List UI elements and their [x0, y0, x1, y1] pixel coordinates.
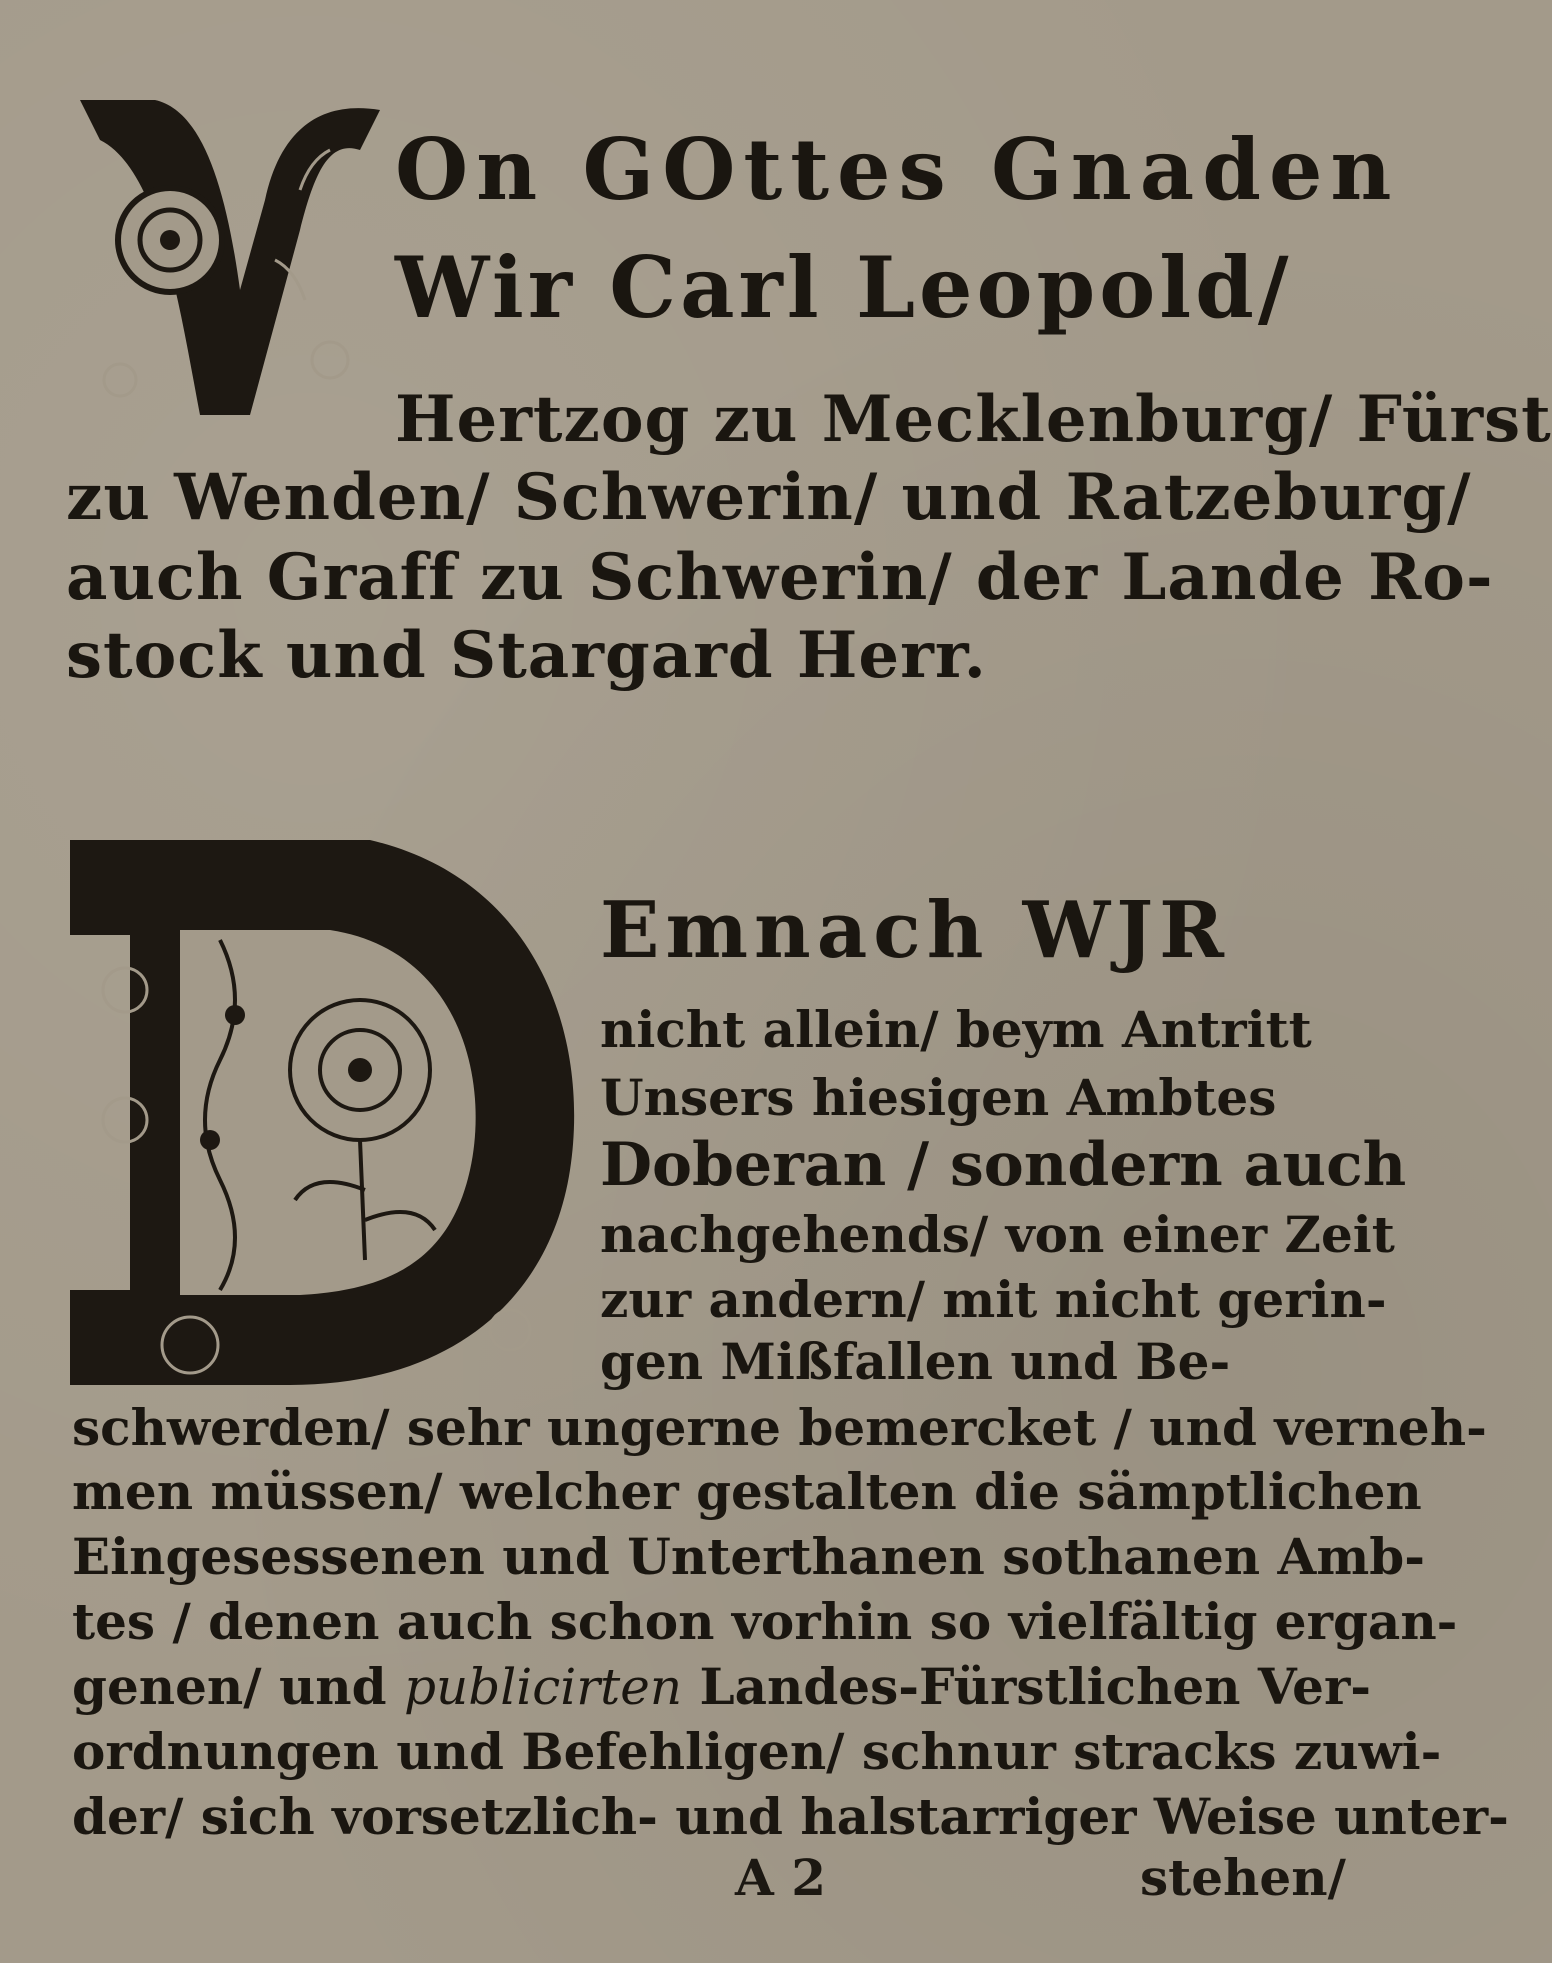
body-line-8: men müssen/ welcher gestalten die sämptlichen	[72, 1462, 1422, 1521]
body-line-12: ordnungen und Befehligen/ schnur stracks zuwi-	[72, 1722, 1442, 1781]
body-line-6: gen Mißfallen und Be-	[600, 1332, 1231, 1391]
body-line-5: zur andern/ mit nicht gerin-	[600, 1270, 1387, 1329]
signature-mark: A 2	[735, 1848, 826, 1907]
body-line-13: der/ sich vorsetzlich- und halstarriger Weise unter-	[72, 1787, 1509, 1846]
body-line-11-start: genen/ und	[72, 1657, 387, 1716]
body-line-9: Eingesessenen und Unterthanen sothanen Amb-	[72, 1527, 1425, 1586]
body-line-11-rest: Landes-Fürstlichen Ver-	[682, 1657, 1372, 1716]
body-line-1: nicht allein/ beym Antritt	[600, 1000, 1312, 1059]
heading-line-2: Wir Carl Leopold/	[395, 238, 1293, 337]
decorated-initial-v	[60, 90, 400, 420]
decorated-initial-d	[70, 840, 590, 1385]
body-line-7: schwerden/ sehr ungerne bemercket / und verneh-	[72, 1398, 1487, 1457]
heading-line-6: stock und Stargard Herr.	[66, 618, 987, 693]
body-line-11	[72, 1657, 1371, 1716]
italic-word-publicirten: publicirten	[404, 1658, 683, 1716]
heading-line-4: zu Wenden/ Schwerin/ und Ratzeburg/	[66, 460, 1472, 535]
heading-line-3: Hertzog zu Mecklenburg/ Fürst	[395, 382, 1552, 457]
body-first-line: Emnach WJR	[600, 885, 1230, 976]
catchword: stehen/	[1140, 1848, 1346, 1907]
body-line-10: tes / denen auch schon vorhin so vielfältig ergan-	[72, 1592, 1458, 1651]
body-line-3: Doberan / sondern auch	[600, 1130, 1407, 1200]
heading-line-1: On GOttes Gnaden	[395, 120, 1400, 219]
body-line-4: nachgehends/ von einer Zeit	[600, 1205, 1395, 1264]
heading-line-5: auch Graff zu Schwerin/ der Lande Ro-	[66, 540, 1494, 615]
body-line-2: Unsers hiesigen Ambtes	[600, 1068, 1277, 1127]
